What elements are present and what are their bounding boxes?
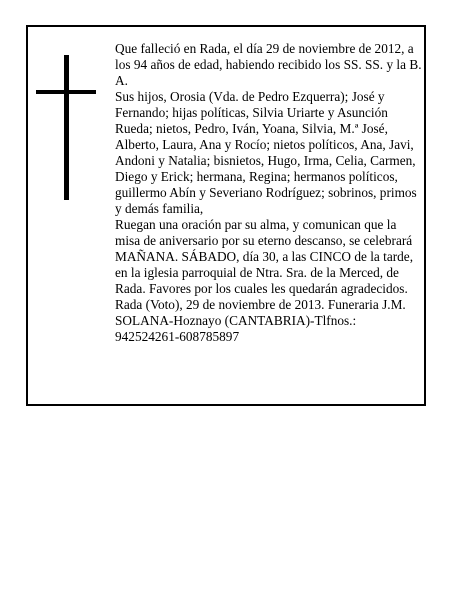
family-list: Sus hijos, Orosia (Vda. de Pedro Ezquerra); José y Fernando; hijas políticas, Silvia Uriarte y Asunción Rueda; nietos, Pedro, Iván, Yoana, Silvia, M.ª José, Alberto, Laura, Ana y Rocío; nietos políticos, Ana, Javi, Andoni y Natalia; bisnietos, Hugo, Irma, Celia, Carmen, Diego y Erick; hermana, Regina; hermanos políticos, guillermo Abín y Severiano Rodríguez; sobrinos, primos y demás familia, xyxy=(115,89,417,216)
cross-vertical-bar xyxy=(64,55,69,200)
obituary-text xyxy=(115,41,423,345)
death-announcement: Que falleció en Rada, el día 29 de noviembre de 2012, a los 94 años de edad, habiendo recibido los SS. SS. y la B. A. xyxy=(115,41,422,88)
latin-cross-icon xyxy=(36,55,96,200)
obituary-notice xyxy=(26,25,426,406)
funeral-home-footer: Rada (Voto), 29 de noviembre de 2013. Funeraria J.M. SOLANA-Hoznayo (CANTABRIA)-Tlfnos.: 942524261-608785897 xyxy=(115,297,406,344)
cross-horizontal-bar xyxy=(36,90,96,94)
mass-announcement: Ruegan una oración par su alma, y comunican que la misa de aniversario por su eterno descanso, se celebrará MAÑANA. SÁBADO, día 30, a las CINCO de la tarde, en la iglesia parroquial de Ntra. Sra. de la Merced, de Rada. Favores por los cuales les quedarán agradecidos. xyxy=(115,217,414,296)
